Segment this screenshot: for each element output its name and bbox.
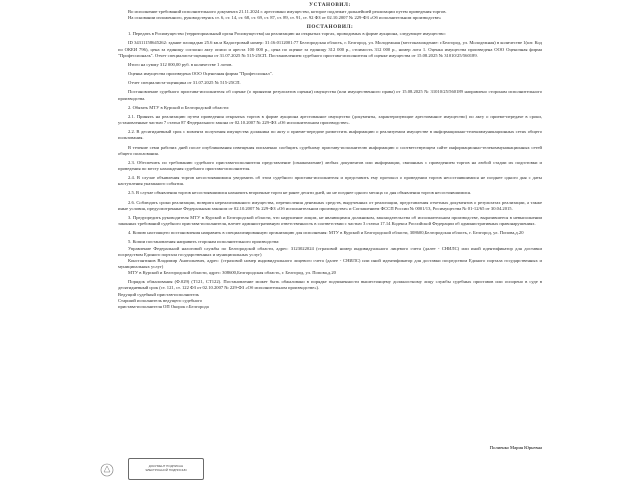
electronic-signature-stamp <box>128 458 204 480</box>
property-item: ID 34311158645262: здание площадью 25.6 кв.м Кадастровый номер: 31:16:0112001:77 Белгородская область, г. Белгород, ул. Молодежная (местонахождение: г.Белгород, ул. Молодежная) в количестве 1(шт. Код по ОКЕИ 796), цена за единицу согласно акту описи и ареста 100 000 р., цена по оценке за единицу 312 000 р., стоимость 312 000 р., номер лота 1. Оценка имущества произведена ООО Оценочная фирма "Профессиональ". Отчет специалиста-оценщика от 31.07.2025 № 515-25СП. Постановлением судебного пристава-исполнителя об оценке имущества от 15.08.2025 № 31010/25/560189. <box>118 40 542 58</box>
paragraph-2-3: 2.3. Обеспечить по требованию судебного пристава-исполнителя представление (ознакомление) любых документов или информации, связанных с проведением торгов на любой стадии их подготовки и проведения по месту нахождения судебного пристава-исполнителя. <box>118 159 542 171</box>
signer-role-2: Старший исполнитель ведущего судебного <box>118 297 203 303</box>
recipient-2-rest: (страховой номер индивидуального лицевого счета (далее - СНИЛС) или иной идентификатор для доставки посредством Единого портала государственных и муниципальных услуг) <box>118 257 542 269</box>
recipient-3: МТУ в Курской и Белгородской области, адрес: 308600,Белгородская область, г. Белгород, ул. Попова,д.20 <box>128 270 336 276</box>
emblem-icon <box>100 463 114 477</box>
paragraph-5: 5. Копии постановления направить сторонам исполнительного производства: <box>128 239 280 245</box>
intro-paragraph-2: На основании изложенного, руководствуясь ст. 6, ст. 14, ст. 68, ст. 69, ст. 87, ст. 89, ст. 91, ст. 92 ФЗ от 02.10.2007 № 229-ФЗ «Об исполнительном производстве» <box>128 15 442 21</box>
paragraph-4: 4. Копию настоящего постановления направить в специализированную организацию для исполнения: МТУ в Курской и Белгородской области, 308600,Белгородская область, г. Белгород, ул. Попова,д.20 <box>128 230 524 236</box>
paragraph-2-2b: В течение семи рабочих дней после опубликования извещения письменно сообщить судебному приставу-исполнителю информацию о соответствующем сайте информационно-телекоммуникационных сетей общего пользования. <box>118 144 542 156</box>
recipient-1: Управление Федеральной налоговой службы по Белгородской области, адрес: 3123022024 (страховой номер индивидуального лицевого счета (далее - СНИЛС) или иной идентификатор для доставки посредством Единого портала государственных и муниципальных услуг) <box>118 245 542 257</box>
signer-name: Полиенко Мария Юрьевна <box>489 445 542 450</box>
decree-line: Постановление судебного пристава-исполнителя об оценке (о принятии результатов оценки) имущества (или имущественного права) от 15.08.2025 № 31010/25/560189 направлено сторонам исполнительного производства. <box>118 89 542 101</box>
paragraph-2-4: 2.4. В случае объявления торгов несостоявшимися уведомить об этом судебного пристава-исполнителя и представить ему протокол о проведении торгов несостоявшимися не позднее одного дня с даты наступления указанного события. <box>118 175 542 187</box>
recipient-2 <box>118 258 542 270</box>
report-line: Отчет специалиста-оценщика от 31.07.2025 № 515-25СП. <box>128 80 241 86</box>
stamp-line-2: ЭЛЕКТРОННОЙ ПОДПИСЬЮ <box>145 468 187 472</box>
signer-roles <box>118 292 542 310</box>
paragraph-1: 1. Передать в Росимущество (территориальный орган Росимущества) на реализацию на открытых торгах, проводимых в форме аукциона, следующее имущество: <box>128 31 446 37</box>
paragraph-3: 3. Предупредить руководителя МТУ в Курской и Белгородской области, что нарушение лицом, не являющимся должником, законодательства об исполнительном производстве, выразившееся в невыполнении законных требований судебного пристава-исполнителя, влечет административную ответственность в соответствии с частью 3 статьи 17.14 Кодекса Российской Федерации об административных правонарушениях. <box>118 214 542 227</box>
appeal-procedure: Порядок обжалования (Ф.029) (Т121, СТ122). Постановление может быть обжаловано в порядке подчиненности вышестоящему должностному лицу службы судебных приставов или оспорено в суде в десятидневный срок (ст. 121, ст. 122 ФЗ от 02.10.2007 № 229-ФЗ «Об исполнительном производстве»). <box>118 279 542 291</box>
signer-role-3: пристава-исполнителя ОП Окорок г.Белгорода <box>118 303 209 309</box>
paragraph-2: 2. Обязать МТУ в Курской и Белгородской области: <box>128 104 230 110</box>
paragraph-2-5: 2.5. В случае объявления торгов несостоявшимися назначить вторичные торги не ранее десяти дней, но не позднее одного месяца со дня объявления торгов несостоявшимися. <box>128 190 472 196</box>
heading-postanovil: ПОСТАНОВИЛ: <box>306 24 354 31</box>
stamp-line-1: ДОКУМЕНТ ПОДПИСАН <box>148 464 184 468</box>
paragraph-2-1: 2.1. Принять на реализацию путем проведения открытых торгов в форме аукциона арестованное имущество (документы, характеризующие арестованное имущество) по акту о приеме-передаче в сроки, установленные частью 7 статьи 87 Федерального закона от 02.10.2007 № 229-ФЗ «Об исполнительном производстве». <box>118 113 542 126</box>
heading-ustanovil: УСТАНОВИЛ: <box>309 2 351 8</box>
appraiser-line: Оценка имущества произведена ООО Оценочная фирма "Профессионал". <box>128 71 273 77</box>
recipient-2-name: Константинов Владимир Анатольевич, адрес: <box>128 257 220 263</box>
total-line: Итого на сумму 312 000,00 руб. в количестве 1 лотов. <box>128 61 233 67</box>
signer-role-1: Ведущий судебный пристав-исполнитель <box>118 291 200 297</box>
intro-paragraph-1: Во исполнение требований исполнительного документа 21.11.2024 г. арестовано имущество, которое подлежит дальнейшей реализации путем проведения торгов. <box>128 9 447 14</box>
paragraph-2-2: 2.2. В десятидневный срок с момента получения имущества должника по акту о приеме-передаче разместить информацию о реализуемом имуществе в информационно-телекоммуникационных сетях общего пользования. <box>118 129 542 141</box>
paragraph-2-6: 2.6. Соблюдать сроки реализации, возврата нереализованного имущества, перечисления денежных средств, вырученных от реализации, представления отчетных документов о результатах реализации, а также иные условия, предусмотренные Федеральным законом от 02.10.2007 № 229-ФЗ «Об исполнительном производстве» и Соглашением ФССП России № 0001/13, Росимущества № 01-12/65 от 30.04.2015. <box>118 199 542 211</box>
